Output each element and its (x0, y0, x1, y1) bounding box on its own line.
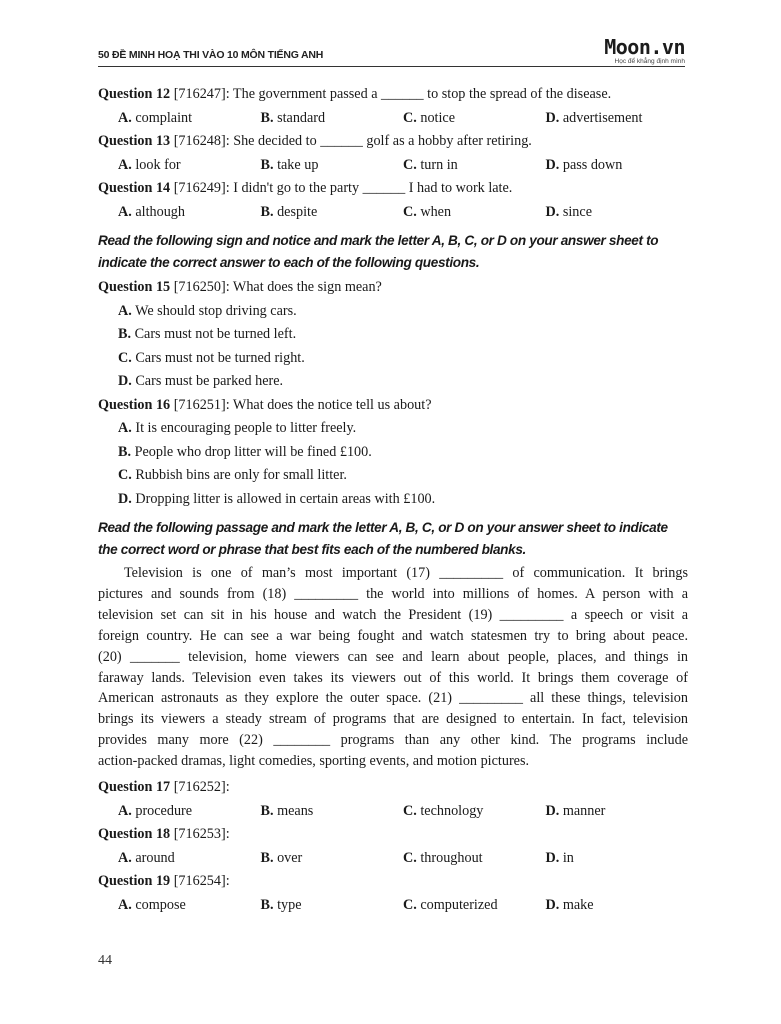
question-18-options (98, 847, 688, 871)
option-letter: B. (260, 849, 274, 866)
instruction-line: indicate the correct answer to each of the following questions. (98, 255, 480, 270)
option-text: pass down (559, 156, 623, 173)
option-letter: D. (545, 109, 560, 126)
option-letter: D. (545, 802, 560, 819)
option-letter: A. (118, 896, 132, 913)
book-title: 50 ĐỀ MINH HOẠ THI VÀO 10 MÔN TIẾNG ANH (98, 49, 324, 61)
option-b (261, 800, 404, 824)
option-letter: A. (118, 420, 132, 436)
passage-line: Television is one of man’s most important (17) _________ of communication. It brings (124, 565, 688, 581)
question-text: [716250]: What does the sign mean? (170, 279, 382, 295)
option-text: manner (559, 802, 606, 819)
option-text: compose (131, 896, 186, 913)
passage-line: brings its viewers a steady stream of programs that are designed to entertain. In fact, television (98, 711, 688, 728)
question-14-stem (98, 177, 688, 201)
option-text: People who drop litter will be fined £100. (131, 443, 372, 460)
option-text: Rubbish bins are only for small litter. (131, 467, 347, 483)
question-17-stem (98, 776, 688, 800)
option-a (118, 154, 261, 178)
option-text: Dropping litter is allowed in certain areas with £100. (131, 490, 436, 507)
section-instruction-passage (98, 517, 688, 561)
option-letter: C. (403, 849, 417, 866)
option-letter: A. (118, 109, 132, 126)
option-letter: C. (403, 156, 417, 173)
logo-name: Moon.vn (604, 35, 685, 59)
question-label: Question 18 (98, 826, 171, 843)
instruction-line: Read the following passage and mark the letter A, B, C, or D on your answer sheet to indicate (98, 520, 668, 535)
option-letter: D. (545, 849, 560, 866)
option-text: We should stop driving cars. (131, 302, 297, 319)
option-text: throughout (416, 849, 483, 866)
logo-slogan: Học để khẳng định mình (614, 58, 685, 65)
option-letter: B. (260, 203, 274, 220)
option-text: despite (273, 203, 318, 220)
option-letter: C. (118, 467, 132, 483)
option-a (118, 894, 261, 918)
option-a (118, 800, 261, 824)
option-letter: D. (545, 896, 560, 913)
question-12-options (98, 107, 688, 131)
passage-line: (20) _______ television, home viewers can see and learn about people, places, and things in (98, 648, 688, 665)
option-text: around (131, 849, 175, 866)
option-c (403, 847, 546, 871)
question-label: Question 12 (98, 86, 171, 102)
option-c (403, 894, 546, 918)
question-text: [716248]: She decided to ______ golf as a hobby after retiring. (170, 133, 532, 149)
option-text: advertisement (559, 109, 643, 126)
option-text: computerized (416, 896, 498, 913)
option-c (403, 800, 546, 824)
question-13-stem (98, 130, 688, 154)
option-d (546, 894, 689, 918)
option-text: although (131, 203, 185, 220)
option-text: over (273, 849, 303, 866)
option-b (261, 154, 404, 178)
question-text: [716254]: (170, 873, 230, 890)
option-letter: B. (118, 443, 132, 460)
question-text: [716253]: (170, 826, 230, 843)
option-letter: C. (403, 109, 417, 126)
option-letter: A. (118, 156, 132, 173)
option-c (403, 154, 546, 178)
question-label: Question 16 (98, 396, 171, 413)
option-text: Cars must not be turned left. (131, 326, 297, 342)
option-text: turn in (416, 156, 458, 173)
moon-logo (604, 37, 685, 65)
passage-line: faraway lands. Television even takes its viewers out of this world. It brings them coverage of (98, 669, 688, 686)
option-d (546, 154, 689, 178)
option-c (98, 347, 688, 371)
option-b (98, 441, 688, 465)
option-b (261, 894, 404, 918)
option-d (98, 370, 688, 394)
section-instruction-signs (98, 230, 688, 274)
option-d (546, 800, 689, 824)
option-text: make (559, 896, 594, 913)
instruction-line: the correct word or phrase that best fits each of the numbered blanks. (98, 542, 526, 557)
question-19-options (98, 894, 688, 918)
question-label: Question 14 (98, 180, 171, 196)
option-text: take up (273, 156, 319, 173)
option-text: technology (416, 802, 484, 819)
page-number: 44 (98, 953, 112, 968)
option-letter: C. (118, 349, 132, 366)
option-text: type (273, 896, 302, 913)
question-text: [716252]: (170, 779, 230, 796)
option-text: procedure (131, 802, 193, 819)
option-letter: A. (118, 802, 132, 819)
passage-line: television set can sit in his house and watch the President (19) _________ a speech or visit a (98, 606, 688, 623)
option-d (546, 107, 689, 131)
question-12-stem (98, 83, 688, 107)
question-14-options (98, 201, 688, 225)
option-letter: A. (118, 302, 132, 319)
option-letter: A. (118, 203, 132, 220)
page-header (98, 35, 685, 66)
passage-line: action-packed dramas, light comedies, sporting events, and motion pictures. (98, 753, 530, 770)
passage-line: American astronauts as they explore the outer space. (21) _________ all these things, television (98, 690, 688, 707)
option-letter: B. (118, 326, 132, 342)
option-text: It is encouraging people to litter freely. (131, 420, 357, 436)
option-b (261, 201, 404, 225)
option-letter: A. (118, 849, 132, 866)
question-17-options (98, 800, 688, 824)
option-letter: D. (545, 156, 560, 173)
option-b (261, 107, 404, 131)
question-15-stem (98, 276, 688, 300)
option-c (98, 464, 688, 488)
option-a (118, 847, 261, 871)
option-b (98, 323, 688, 347)
question-text: [716249]: I didn't go to the party ______ I had to work late. (170, 180, 513, 196)
option-letter: D. (545, 203, 560, 220)
option-letter: B. (260, 109, 274, 126)
question-label: Question 19 (98, 873, 171, 890)
option-c (403, 107, 546, 131)
option-text: look for (131, 156, 181, 173)
option-text: complaint (131, 109, 193, 126)
option-text: standard (273, 109, 326, 126)
page-content (98, 83, 688, 917)
option-a (118, 107, 261, 131)
question-text: [716247]: The government passed a ______ to stop the spread of the disease. (170, 86, 612, 102)
option-a (98, 300, 688, 324)
cloze-passage (98, 563, 688, 772)
question-label: Question 17 (98, 779, 171, 796)
option-letter: C. (403, 896, 417, 913)
option-text: Cars must not be turned right. (131, 349, 305, 366)
option-letter: C. (403, 203, 417, 220)
option-a (98, 417, 688, 441)
question-19-stem (98, 870, 688, 894)
passage-line: provides many more (22) ________ programs than any other kind. The programs include (98, 732, 688, 749)
question-label: Question 15 (98, 279, 171, 295)
option-text: when (416, 203, 452, 220)
option-letter: C. (403, 802, 417, 819)
question-13-options (98, 154, 688, 178)
option-d (98, 488, 688, 512)
option-letter: D. (118, 373, 132, 389)
option-text: since (559, 203, 592, 220)
option-text: means (273, 802, 314, 819)
option-letter: B. (260, 156, 274, 173)
question-16-stem (98, 394, 688, 418)
option-b (261, 847, 404, 871)
option-text: notice (416, 109, 456, 126)
question-label: Question 13 (98, 133, 171, 149)
option-c (403, 201, 546, 225)
option-a (118, 201, 261, 225)
option-letter: B. (260, 896, 274, 913)
option-d (546, 201, 689, 225)
option-letter: B. (260, 802, 274, 819)
option-letter: D. (118, 490, 132, 507)
instruction-line: Read the following sign and notice and mark the letter A, B, C, or D on your answer sheet to (98, 233, 659, 248)
passage-line: pictures and sounds from (18) _________ the world into millions of homes. A person with a (98, 585, 688, 602)
passage-line: foreign country. He can see a war being fought and watch statesmen try to bring about peace. (98, 627, 688, 644)
option-text: Cars must be parked here. (131, 373, 284, 389)
question-18-stem (98, 823, 688, 847)
option-d (546, 847, 689, 871)
option-text: in (559, 849, 574, 866)
header-divider (98, 66, 685, 67)
question-text: [716251]: What does the notice tell us about? (170, 396, 432, 413)
